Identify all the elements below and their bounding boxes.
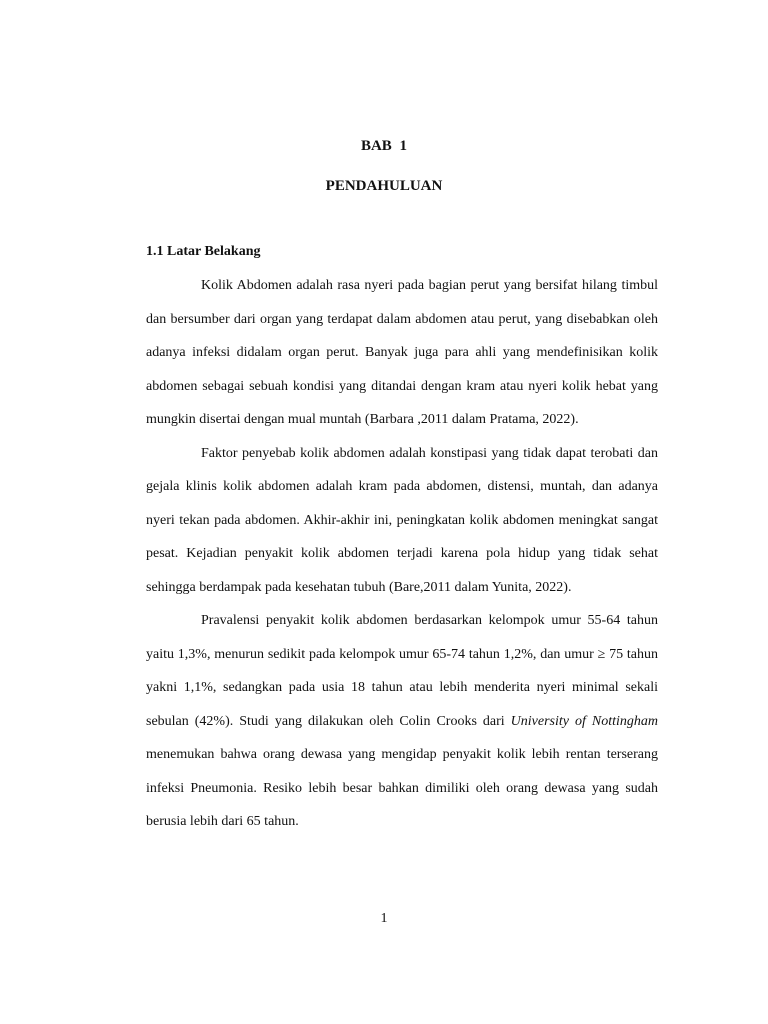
paragraph-1: Kolik Abdomen adalah rasa nyeri pada bagian perut yang bersifat hilang timbul dan bersumber dari organ yang terdapat dalam abdomen atau perut, yang disebabkan oleh adanya infeksi didalam organ perut. Banyak juga para ahli yang mendefinisikan kolik abdomen sebagai sebuah kondisi yang ditandai dengan kram atau nyeri kolik hebat yang mungkin disertai dengan mual muntah (Barbara ,2011 dalam Pratama, 2022). — [146, 278, 658, 427]
paragraph-3 — [146, 604, 658, 839]
section-heading: 1.1 Latar Belakang — [146, 244, 261, 259]
chapter-subtitle: PENDAHULUAN — [325, 178, 443, 194]
chapter-title: BAB 1 — [360, 138, 408, 154]
paragraph-3-text-start: Pravalensi penyakit kolik abdomen berdasarkan kelompok umur 55-64 tahun yaitu 1,3%, menurun sedikit pada kelompok umur 65-74 tahun 1,2%, dan umur ≥ 75 tahun yakni 1,1%, sedangkan pada usia 18 tahun atau lebih menderita nyeri minimal sekali sebulan (42%). Studi yang dilakukan oleh Colin Crooks dari — [146, 613, 658, 729]
body-text — [146, 269, 658, 839]
paragraph-3-text-end: menemukan bahwa orang dewasa yang mengidap penyakit kolik lebih rentan terserang infeksi Pneumonia. Resiko lebih besar bahkan dimiliki oleh orang dewasa yang sudah berusia lebih dari 65 tahun. — [146, 747, 658, 829]
paragraph-2: Faktor penyebab kolik abdomen adalah konstipasi yang tidak dapat terobati dan gejala klinis kolik abdomen adalah kram pada abdomen, distensi, muntah, dan adanya nyeri tekan pada abdomen. Akhir-akhir ini, peningkatan kolik abdomen meningkat sangat pesat. Kejadian penyakit kolik abdomen terjadi karena pola hidup yang tidak sehat sehingga berdampak pada kesehatan tubuh (Bare,2011 dalam Yunita, 2022). — [146, 445, 658, 595]
institution-name: University of Nottingham — [510, 713, 658, 729]
page-number: 1 — [380, 911, 388, 926]
